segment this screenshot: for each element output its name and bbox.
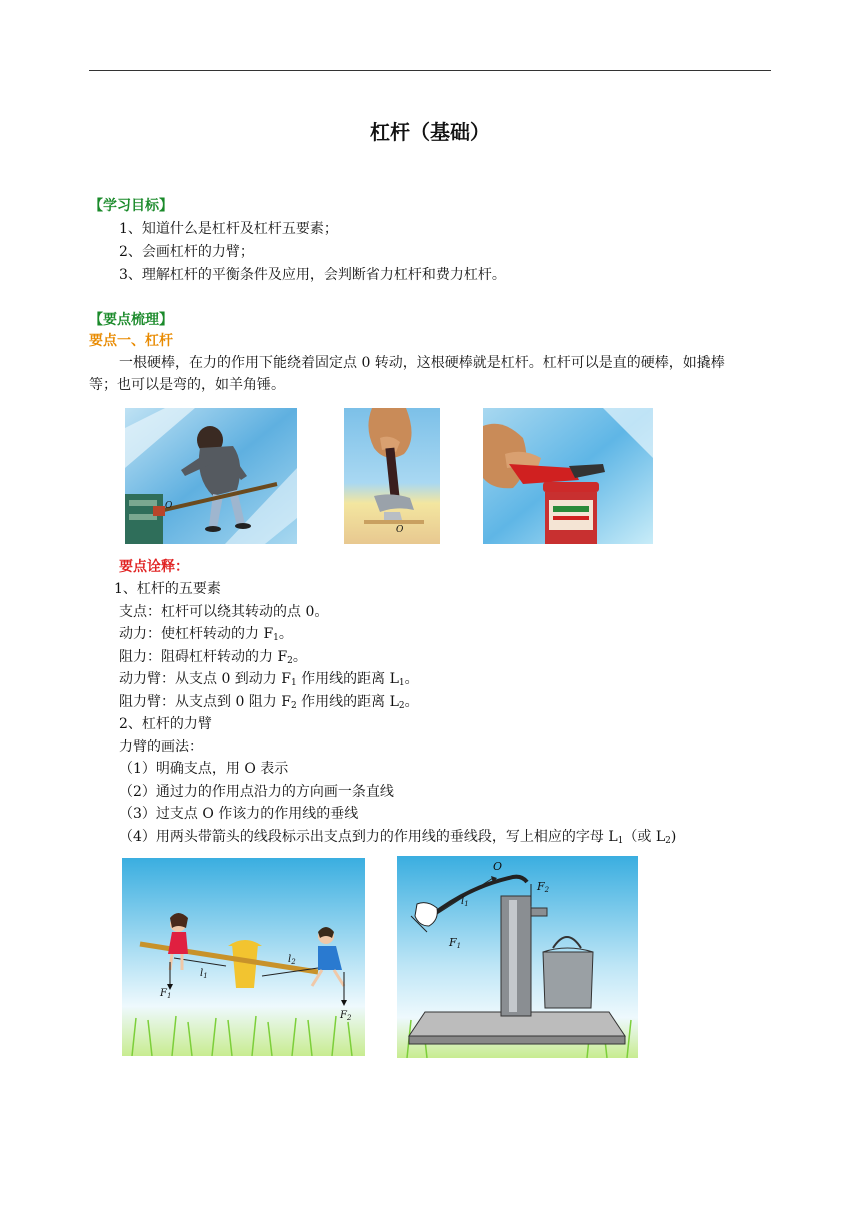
effort-arm-def: 动力臂：从支点 0 到动力 $F_1$ 作用线的距离 $L_1$。 (119, 671, 419, 688)
pump-f1-sub: 1 (456, 942, 462, 950)
method-step: （1）明确支点，用 O 表示 (119, 761, 289, 777)
seesaw-l2-label: l (288, 954, 292, 965)
bottle-opener-photo (483, 408, 653, 544)
effort-def: 动力：使杠杆转动的力 $F_1$。 (119, 626, 293, 643)
method-heading: 力臂的画法： (119, 739, 203, 755)
hammer-fulcrum-label: O (396, 525, 404, 535)
pump-l1-sub: 1 (464, 900, 469, 908)
pump-fulcrum-label: O (493, 860, 503, 873)
seesaw-diagram (122, 858, 365, 1056)
points-heading: 【要点梳理】 (89, 312, 173, 328)
method-step: （4）用两头带箭头的线段标示出支点到力的作用线的垂线段，写上相应的字母 $L_1$（或 $L_2$) (119, 829, 677, 846)
fulcrum-def: 支点：杠杆可以绕其转动的点 0。 (119, 604, 329, 620)
five-elements-heading: 1、杠杆的五要素 (114, 581, 221, 597)
pump-f2-sub: 2 (544, 886, 550, 894)
seesaw-l1-sub: 1 (203, 972, 208, 980)
resistance-arm-def: 阻力臂：从支点到 0 阻力 $F_2$ 作用线的距离 $L_2$。 (119, 694, 419, 711)
seesaw-l2-sub: 2 (291, 958, 296, 966)
objective-item: 1、知道什么是杠杆及杠杆五要素； (119, 221, 338, 237)
seesaw-l1-label: l (200, 968, 204, 979)
method-step: （3）过支点 O 作该力的作用线的垂线 (119, 806, 359, 822)
seesaw-f2-label: F (340, 1010, 347, 1021)
seesaw-f1-label: F (160, 988, 167, 999)
objective-item: 3、理解杠杆的平衡条件及应用，会判断省力杠杆和费力杠杆。 (119, 267, 506, 283)
objectives-heading: 【学习目标】 (89, 198, 173, 214)
pump-f1-label: F (449, 936, 457, 949)
page-title: 杠杆（基础） (370, 120, 490, 144)
water-pump-diagram (397, 856, 638, 1058)
point-one-paragraph-line2: 等；也可以是弯的，如羊角锤。 (89, 377, 285, 393)
pump-l1-label: l (461, 896, 465, 907)
crowbar-photo (125, 408, 297, 544)
resistance-def: 阻力：阻碍杠杆转动的力 $F_2$。 (119, 649, 307, 666)
notes-heading: 要点诠释： (119, 559, 189, 575)
lever-arm-heading: 2、杠杆的力臂 (119, 716, 212, 732)
point-one-paragraph-line1: 一根硬棒，在力的作用下能绕着固定点 0 转动，这根硬棒就是杠杆。杠杆可以是直的硬棒，如撬棒 (119, 355, 725, 371)
method-step: （2）通过力的作用点沿力的方向画一条直线 (119, 784, 394, 800)
point-one-heading: 要点一、杠杆 (89, 333, 173, 349)
seesaw-f1-sub: 1 (166, 992, 172, 1000)
hammer-photo (344, 408, 440, 544)
seesaw-f2-sub: 2 (346, 1014, 352, 1022)
header-rule (89, 70, 771, 71)
objective-item: 2、会画杠杆的力臂； (119, 244, 254, 260)
crowbar-fulcrum-label: O (165, 501, 173, 511)
pump-f2-label: F (537, 880, 545, 893)
